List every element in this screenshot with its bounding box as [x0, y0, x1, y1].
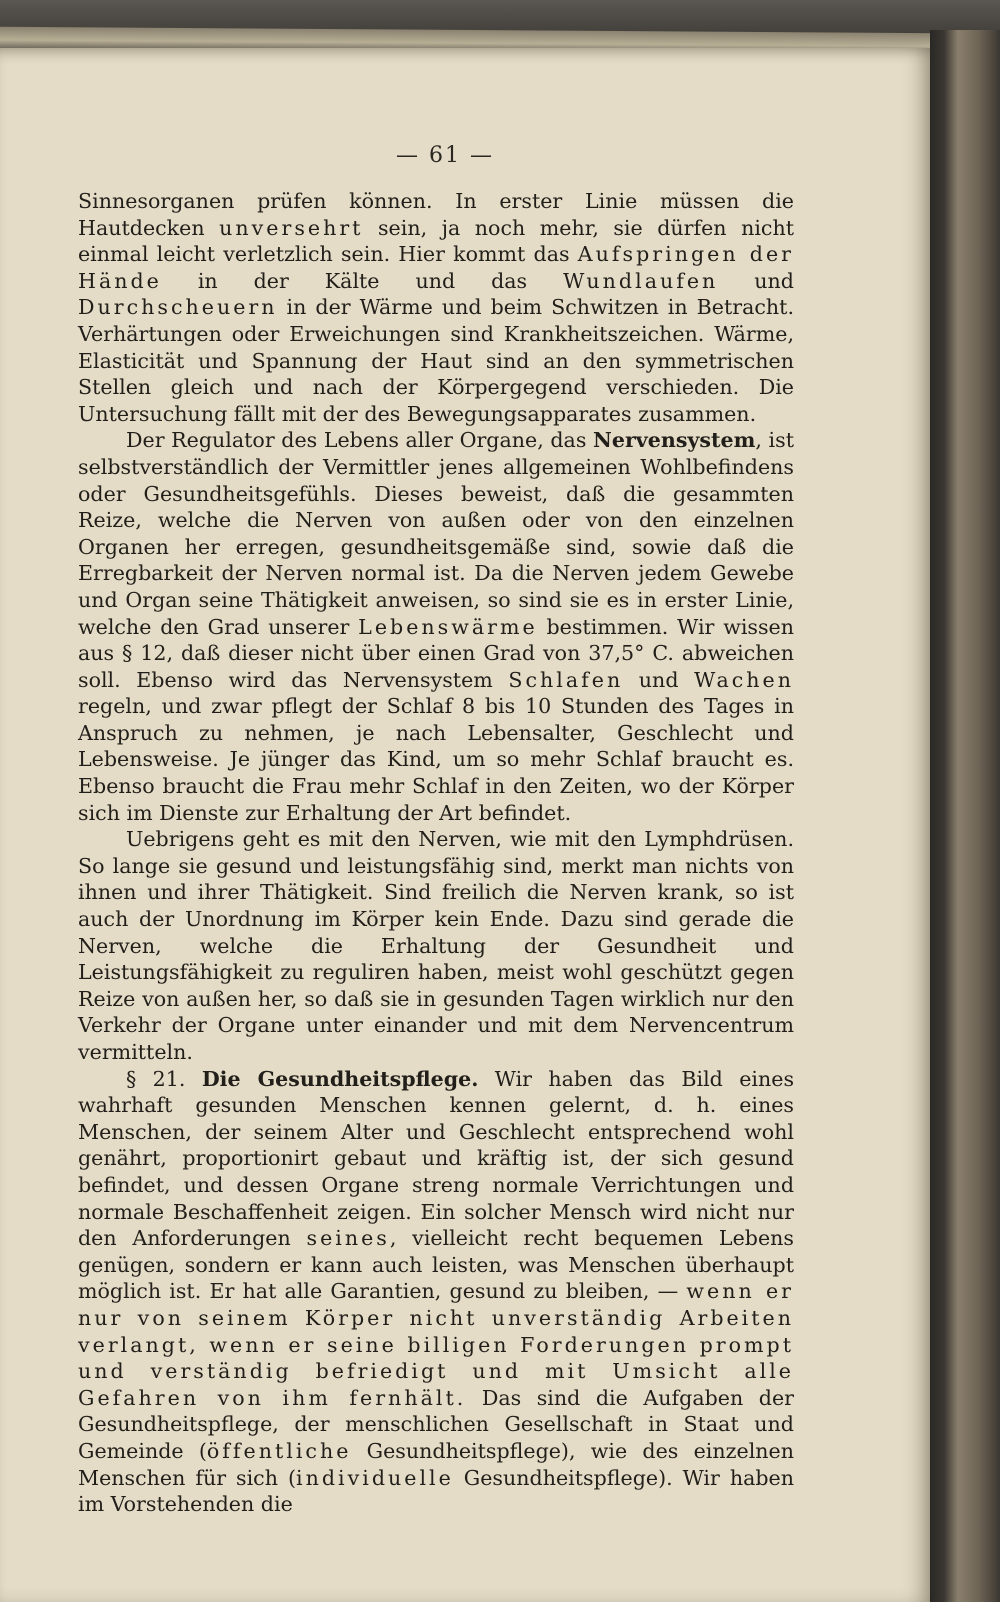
text-run: und [718, 268, 794, 293]
emphasized-text: Wundlaufen [563, 268, 719, 293]
emphasized-text: Schlafen [508, 667, 624, 692]
text-run: Gesundheitspflege). Wir haben im Vorstehenden die [78, 1465, 794, 1517]
emphasized-text: Wachen [694, 667, 794, 692]
emphasized-text: unversehrt [219, 215, 364, 240]
paragraph-skin [78, 188, 794, 427]
bold-term: Nervensystem [593, 428, 756, 453]
text-run: und [623, 667, 695, 692]
text-run: bestimmen. Wir wissen aus § 12, daß dieser nicht über einen Grad von 37,5° C. abweichen soll. Ebenso wird das Nervensystem [78, 614, 794, 692]
emphasized-text: individuelle [295, 1465, 454, 1490]
emphasized-text: Lebenswärme [358, 614, 538, 639]
text-run: , ist selbstverständlich der Vermittler jenes allgemeinen Wohlbefindens oder Gesundheitsgefühls. Dieses beweist, daß die gesammten Reize, welche die Nerven von außen oder von den einzelnen Organen her erregen, gesundheitsgemäße sind, sowie daß die Erregbarkeit der Nerven normal ist. Da die Nerven jedem Gewebe und Organ seine Thätigkeit anweisen, so sind sie es in erster Linie, welche den Grad unserer [78, 428, 794, 639]
paragraph-nervous-system [78, 427, 794, 826]
text-run: sein, ja noch mehr, sie dürfen nicht einmal leicht verletzlich sein. Hier kommt das [78, 215, 794, 267]
emphasized-text: seines [306, 1226, 390, 1251]
book-page [0, 48, 930, 1602]
emphasized-text: Aufspringen der Hände [78, 242, 794, 293]
body-text [78, 188, 794, 1518]
paragraph-nerves-lymph [78, 826, 794, 1065]
text-run: Uebrigens geht es mit den Nerven, wie mit den Lymphdrüsen. So lange sie gesund und leistungsfähig sind, merkt man nichts von ihnen und ihrer Thätigkeit. Sind freilich die Nerven krank, so ist auch der Unordnung im Körper kein Ende. Dazu sind gerade die Nerven, welche die Erhaltung der Gesundheit und Leistungsfähigkeit zu reguliren haben, meist wohl geschützt gegen Reize von außen her, so daß sie in gesunden Tagen wirklich nur den Verkehr der Organe unter einander und mit dem Nervencentrum vermitteln. [78, 827, 794, 1064]
paragraph-health-care [78, 1066, 794, 1518]
book-cover-edge [930, 30, 1000, 1602]
text-run: in der Kälte und das [161, 268, 564, 293]
text-run: Der Regulator des Lebens aller Organe, das [126, 428, 594, 453]
text-run: Gesundheitspflege), wie des einzelnen Menschen für sich ( [78, 1438, 794, 1490]
emphasized-text: öffentliche [206, 1438, 352, 1463]
text-run: in der Wärme und beim Schwitzen in Betracht. Verhärtungen oder Erweichungen sind Krankheitszeichen. Wärme, Elasticität und Spannung der Haut sind an den symmetrischen Stellen gleich und nach der Körpergegend verschieden. Die Untersuchung fällt mit der des Bewegungsapparates zusammen. [78, 295, 794, 426]
text-run: Wir haben das Bild eines wahrhaft gesunden Menschen kennen gelernt, d. h. eines Menschen, der seinem Alter und Geschlecht entsprechend wohl genährt, proportionirt gebaut und kräftig ist, der sich gesund befindet, und dessen Organe streng normale Verrichtungen und normale Beschaffenheit zeigen. Ein solcher Mensch wird nicht nur den Anforderungen [78, 1066, 795, 1251]
text-run: Das sind die Aufgaben der Gesundheitspflege, der menschlichen Gesellschaft in Staat und Gemeinde ( [78, 1385, 794, 1463]
text-run: regeln, und zwar pflegt der Schlaf 8 bis 10 Stunden des Tages in Anspruch zu nehmen, je nach Lebensalter, Geschlecht und Lebensweise. Je jünger das Kind, um so mehr Schlaf braucht es. Ebenso braucht die Frau mehr Schlaf in den Zeiten, wo der Körper sich im Dienste zur Erhaltung der Art befindet. [78, 694, 794, 825]
text-run: § 21. [126, 1066, 202, 1091]
emphasized-text: wenn er nur von seinem Körper nicht unverständig Arbeiten verlangt, wenn er seine billigen Forderungen prompt und verständig befriedigt und mit Umsicht alle Gefahren von ihm fernhält. [78, 1279, 794, 1410]
text-run: Sinnesorganen prüfen können. In erster Linie müssen die Hautdecken [78, 189, 794, 240]
emphasized-text: Durchscheuern [78, 295, 278, 320]
text-run: , vielleicht recht bequemen Lebens genügen, sondern er kann auch leisten, was Menschen überhaupt möglich ist. Er hat alle Garantien, gesund zu bleiben, — [78, 1226, 795, 1304]
bold-term: Die Gesundheitspflege. [201, 1066, 479, 1091]
page-number: — 61 — [396, 143, 494, 168]
